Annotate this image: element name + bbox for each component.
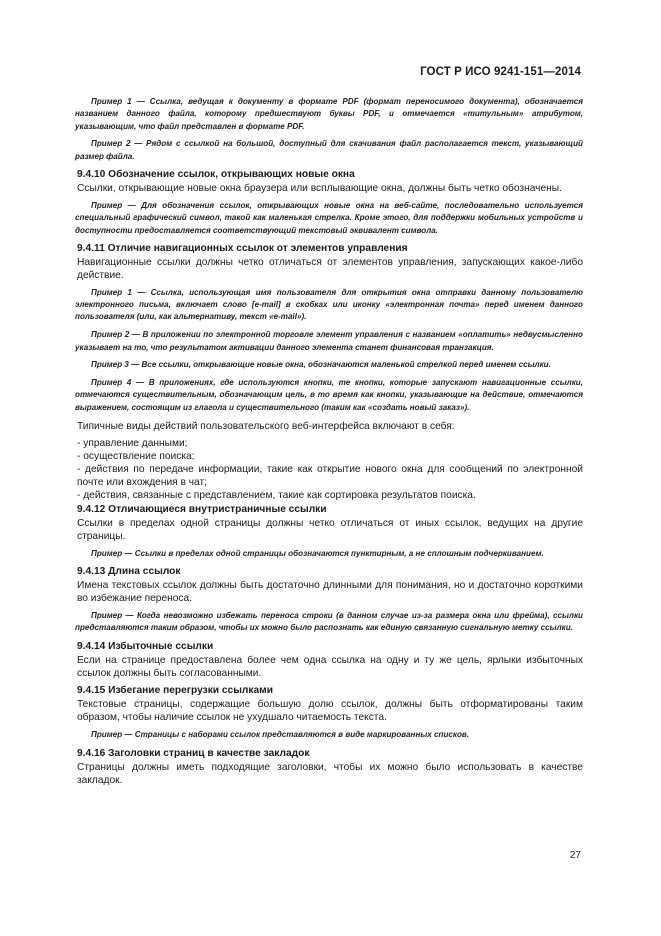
section-heading: 9.4.10 Обозначение ссылок, открывающих новые окна (77, 169, 355, 181)
body-paragraph: Навигационные ссылки должны четко отличаться от элементов управления, запускающих какое-либо действие. (77, 257, 583, 282)
example-note: Пример 4 — В приложениях, где используются кнопки, те кнопки, которые запускают навигационные ссылки, отмечаются существительным, обозначающим цель, в то время как кнопки, указывающие на действие, отмечаются выражением, состоящим из глагола и существительного (таким как «создать новый заказ»). (75, 378, 583, 412)
example-note: Пример 2 — В приложении по электронной торговле элемент управления с названием «оплатить» недвусмысленно указывает на то, что результатом активации данного элемента станет финансовая транзакция. (75, 330, 583, 352)
list-item: - действия по передаче информации, такие как открытие нового окна для сообщений по электронной почте или вхождения в чат; (77, 464, 583, 489)
example-note: Пример 1 — Ссылка, ведущая к документу в формате PDF (формат переносимого документа), обозначается названием данного файла, которому предшествуют буквы PDF, и отмечается «титульным» атрибутом, указывающим, что файл представлен в формате PDF. (75, 97, 583, 131)
section-heading: 9.4.14 Избыточные ссылки (77, 640, 214, 652)
body-paragraph: Ссылки в пределах одной страницы должны четко отличаться от иных ссылок, ведущих на другие страницы. (77, 518, 583, 543)
example-note: Пример — Для обозначения ссылок, открывающих новые окна на веб-сайте, последовательно используется специальный графический символ, такой как маленькая стрелка. Кроме этого, для поддержки мобильных устройств и доступности предоставляется соответствующий текстовый эквивалент символа. (75, 200, 583, 235)
example-note: Пример 1 — Ссылка, использующая имя пользователя для открытия окна отправки данному пользователю электронного письма, включает слово [e-mail] в скобках или иконку «электронная почта» перед именем данного пользователя (или, как альтернативу, текст «e-mail»). (75, 287, 583, 322)
body-paragraph: Имена текстовых ссылок должны быть достаточно длинными для понимания, но и достаточно короткими во избежание переноса. (77, 580, 583, 605)
example-note: Пример 2 — Рядом с ссылкой на большой, доступный для скачивания файл располагается текст, указывающий размер файла. (75, 139, 583, 161)
list-item: - действия, связанные с представлением, такие как сортировка результатов поиска. (77, 490, 476, 502)
body-paragraph: Текстовые страницы, содержащие большую долю ссылок, должны быть отформатированы таким образом, чтобы наличие ссылок не ухудшало читаемость текста. (77, 699, 583, 724)
document-header: ГОСТ Р ИСО 9241-151—2014 (420, 66, 581, 78)
body-paragraph: Ссылки, открывающие новые окна браузера или всплывающие окна, должны быть четко обозначены. (77, 183, 562, 195)
section-heading: 9.4.12 Отличающиеся внутристраничные ссылки (77, 504, 327, 516)
body-paragraph: Если на странице предоставлена более чем одна ссылка на одну и ту же цель, ярлыки избыточных ссылок должны быть согласованными. (77, 654, 583, 679)
example-note: Пример — Когда невозможно избежать переноса строки (в данном случае из-за размера окна или фрейма), ссылки представляются таким образом, чтобы их можно было распознать как единую связанную сигнальную метку ссылки. (75, 610, 583, 633)
body-paragraph: Типичные виды действий пользовательского веб-интерфейса включают в себя: (77, 420, 455, 432)
bullet-list (75, 437, 583, 502)
page-number: 27 (569, 850, 581, 861)
page-content (75, 96, 583, 791)
section-heading: 9.4.11 Отличие навигационных ссылок от элементов управления (77, 243, 408, 255)
example-note: Пример — Страницы с наборами ссылок представляются в виде маркированных списков. (91, 729, 470, 739)
body-paragraph: Страницы должны иметь подходящие заголовки, чтобы их можно было использовать в качестве закладок. (77, 761, 583, 786)
example-note: Пример — Ссылки в пределах одной страницы обозначаются пунктирным, а не сплошным подчеркиванием. (91, 548, 544, 558)
example-note: Пример 3 — Все ссылки, открывающие новые окна, обозначаются маленькой стрелкой перед именем ссылки. (91, 360, 551, 370)
list-item: - осуществление поиска; (77, 451, 195, 463)
section-heading: 9.4.16 Заголовки страниц в качестве закладок (77, 747, 310, 759)
section-heading: 9.4.13 Длина ссылок (77, 566, 181, 578)
list-item: - управление данными; (77, 438, 188, 450)
section-heading: 9.4.15 Избегание перегрузки ссылками (77, 685, 273, 697)
